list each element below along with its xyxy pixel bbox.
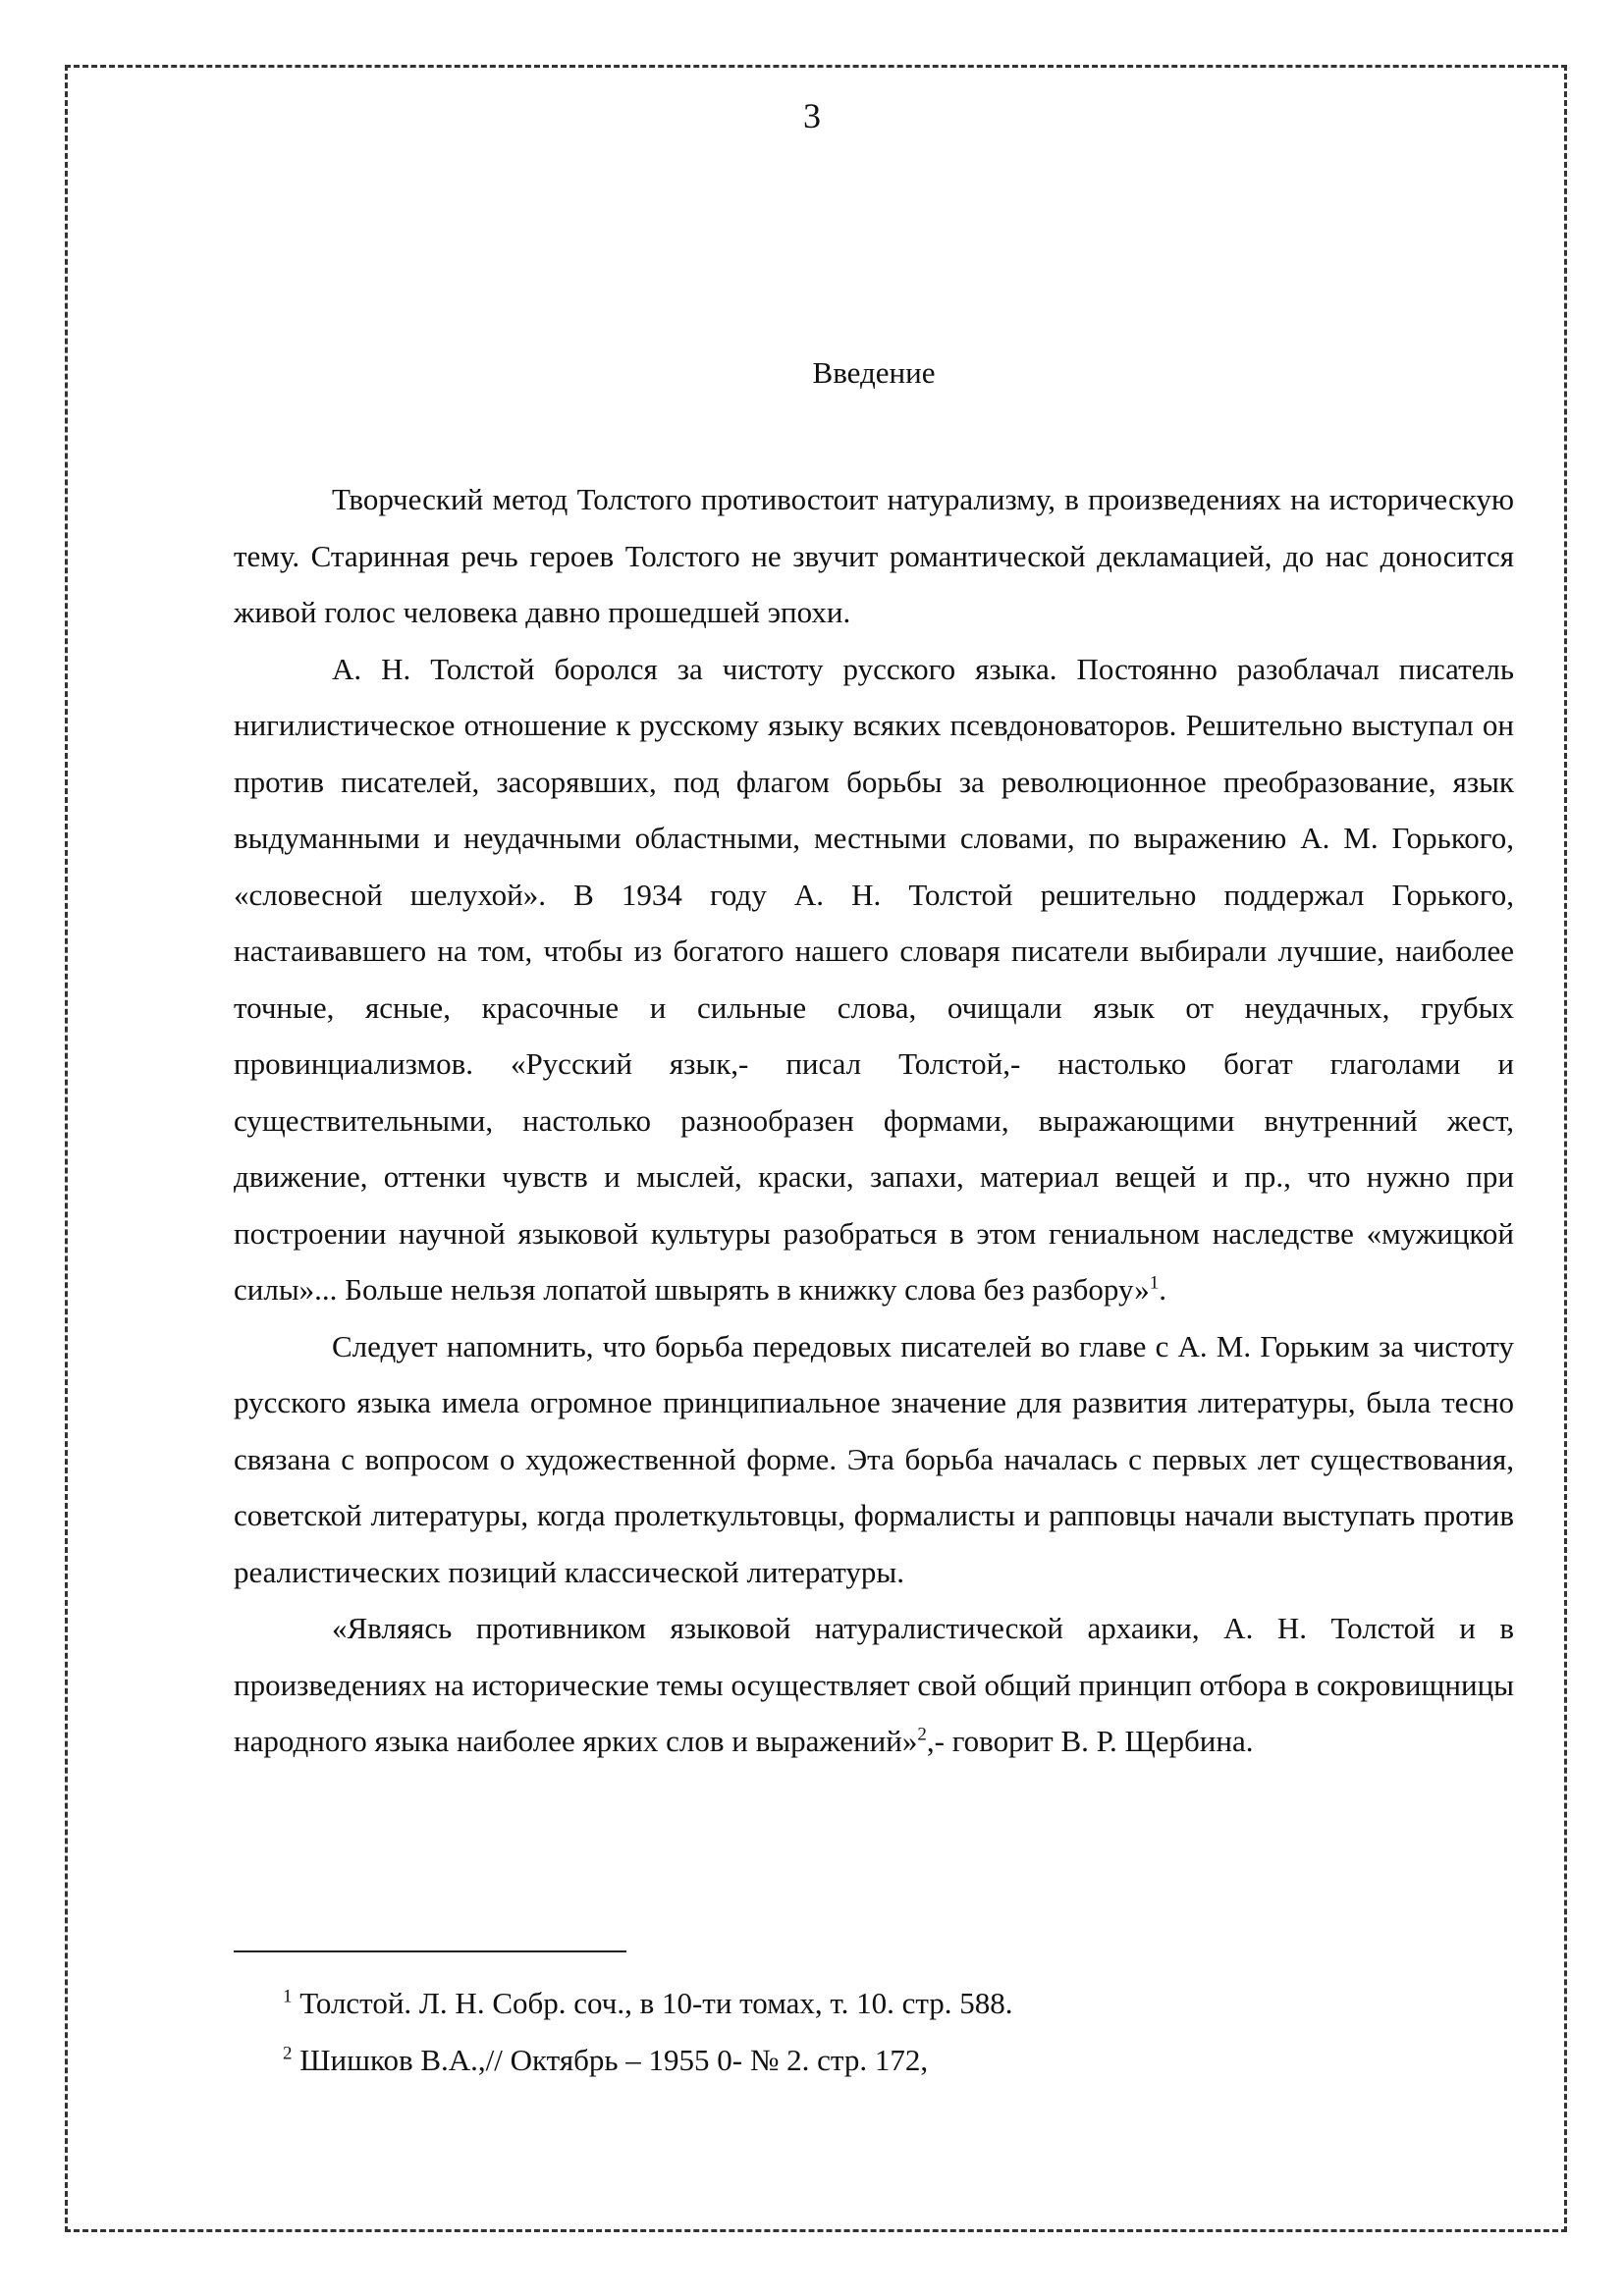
footnote-number: 2 xyxy=(283,2043,293,2064)
paragraph-text: Творческий метод Толстого противостоит натурализму, в произведениях на историческую тему. Старинная речь героев Толстого не звучит романтической декламацией, до нас доносится живой голос человека давно прошедшей эпохи. xyxy=(234,482,1514,629)
paragraph-tail: ,- говорит В. Р. Щербина. xyxy=(926,1724,1254,1758)
paragraph-text: «Являясь противником языковой натуралистической архаики, А. Н. Толстой и в произведениях на исторические темы осуществляет свой общий принцип отбора в сокровищницы народного языка наиболее ярких слов и выражений» xyxy=(234,1611,1514,1758)
footnote-ref: 1 xyxy=(1149,1272,1160,1294)
footnotes xyxy=(283,1975,1461,2089)
paragraph xyxy=(234,471,1514,641)
footnote-text: Шишков В.А.,// Октябрь – 1955 0- № 2. стр. 172, xyxy=(299,2043,929,2077)
footnote-text: Толстой. Л. Н. Собр. соч., в 10-ти томах, т. 10. стр. 588. xyxy=(299,1986,1013,2020)
paragraph-text: Следует напомнить, что борьба передовых писателей во главе с А. М. Горьким за чистоту русского языка имела огромное принципиальное значение для развития литературы, была тесно связана с вопросом о художественной форме. Эта борьба началась с первых лет существования, советской литературы, когда пролеткультовцы, формалисты и рапповцы начали выступать против реалистических позиций классической литературы. xyxy=(234,1328,1514,1589)
body-text xyxy=(234,471,1514,1770)
section-heading: Введение xyxy=(812,355,936,390)
page-number: 3 xyxy=(803,96,821,135)
paragraph xyxy=(234,1318,1514,1601)
paragraph-text: А. Н. Толстой боролся за чистоту русского языка. Постоянно разоблачал писатель нигилистическое отношение к русскому языку всяких псевдоноваторов. Решительно выступал он против писателей, засорявших, под флагом борьбы за революционное преобразование, язык выдуманными и неудачными областными, местными словами, по выражению А. М. Горького, «словесной шелухой». В 1934 году А. Н. Толстой решительно поддержал Горького, настаивавшего на том, чтобы из богатого нашего словаря писатели выбирали лучшие, наиболее точные, ясные, красочные и сильные слова, очищали язык от неудачных, грубых провинциализмов. «Русский язык,- писал Толстой,- настолько богат глаголами и существительными, настолько разнообразен формами, выражающими внутренний жест, движение, оттенки чувств и мыслей, краски, запахи, материал вещей и пр., что нужно при построении научной языковой культуры разобраться в этом гениальном наследстве «мужицкой силы»... Больше нельзя лопатой швырять в книжку слова без разбору» xyxy=(234,651,1514,1307)
paragraph-tail: . xyxy=(1159,1272,1167,1307)
footnote-ref: 2 xyxy=(917,1724,927,1745)
footnote xyxy=(283,1975,1461,2032)
footnote xyxy=(283,2032,1461,2089)
footnote-separator xyxy=(234,1950,626,1952)
paragraph xyxy=(234,641,1514,1318)
paragraph xyxy=(234,1600,1514,1770)
footnote-number: 1 xyxy=(283,1986,293,2007)
